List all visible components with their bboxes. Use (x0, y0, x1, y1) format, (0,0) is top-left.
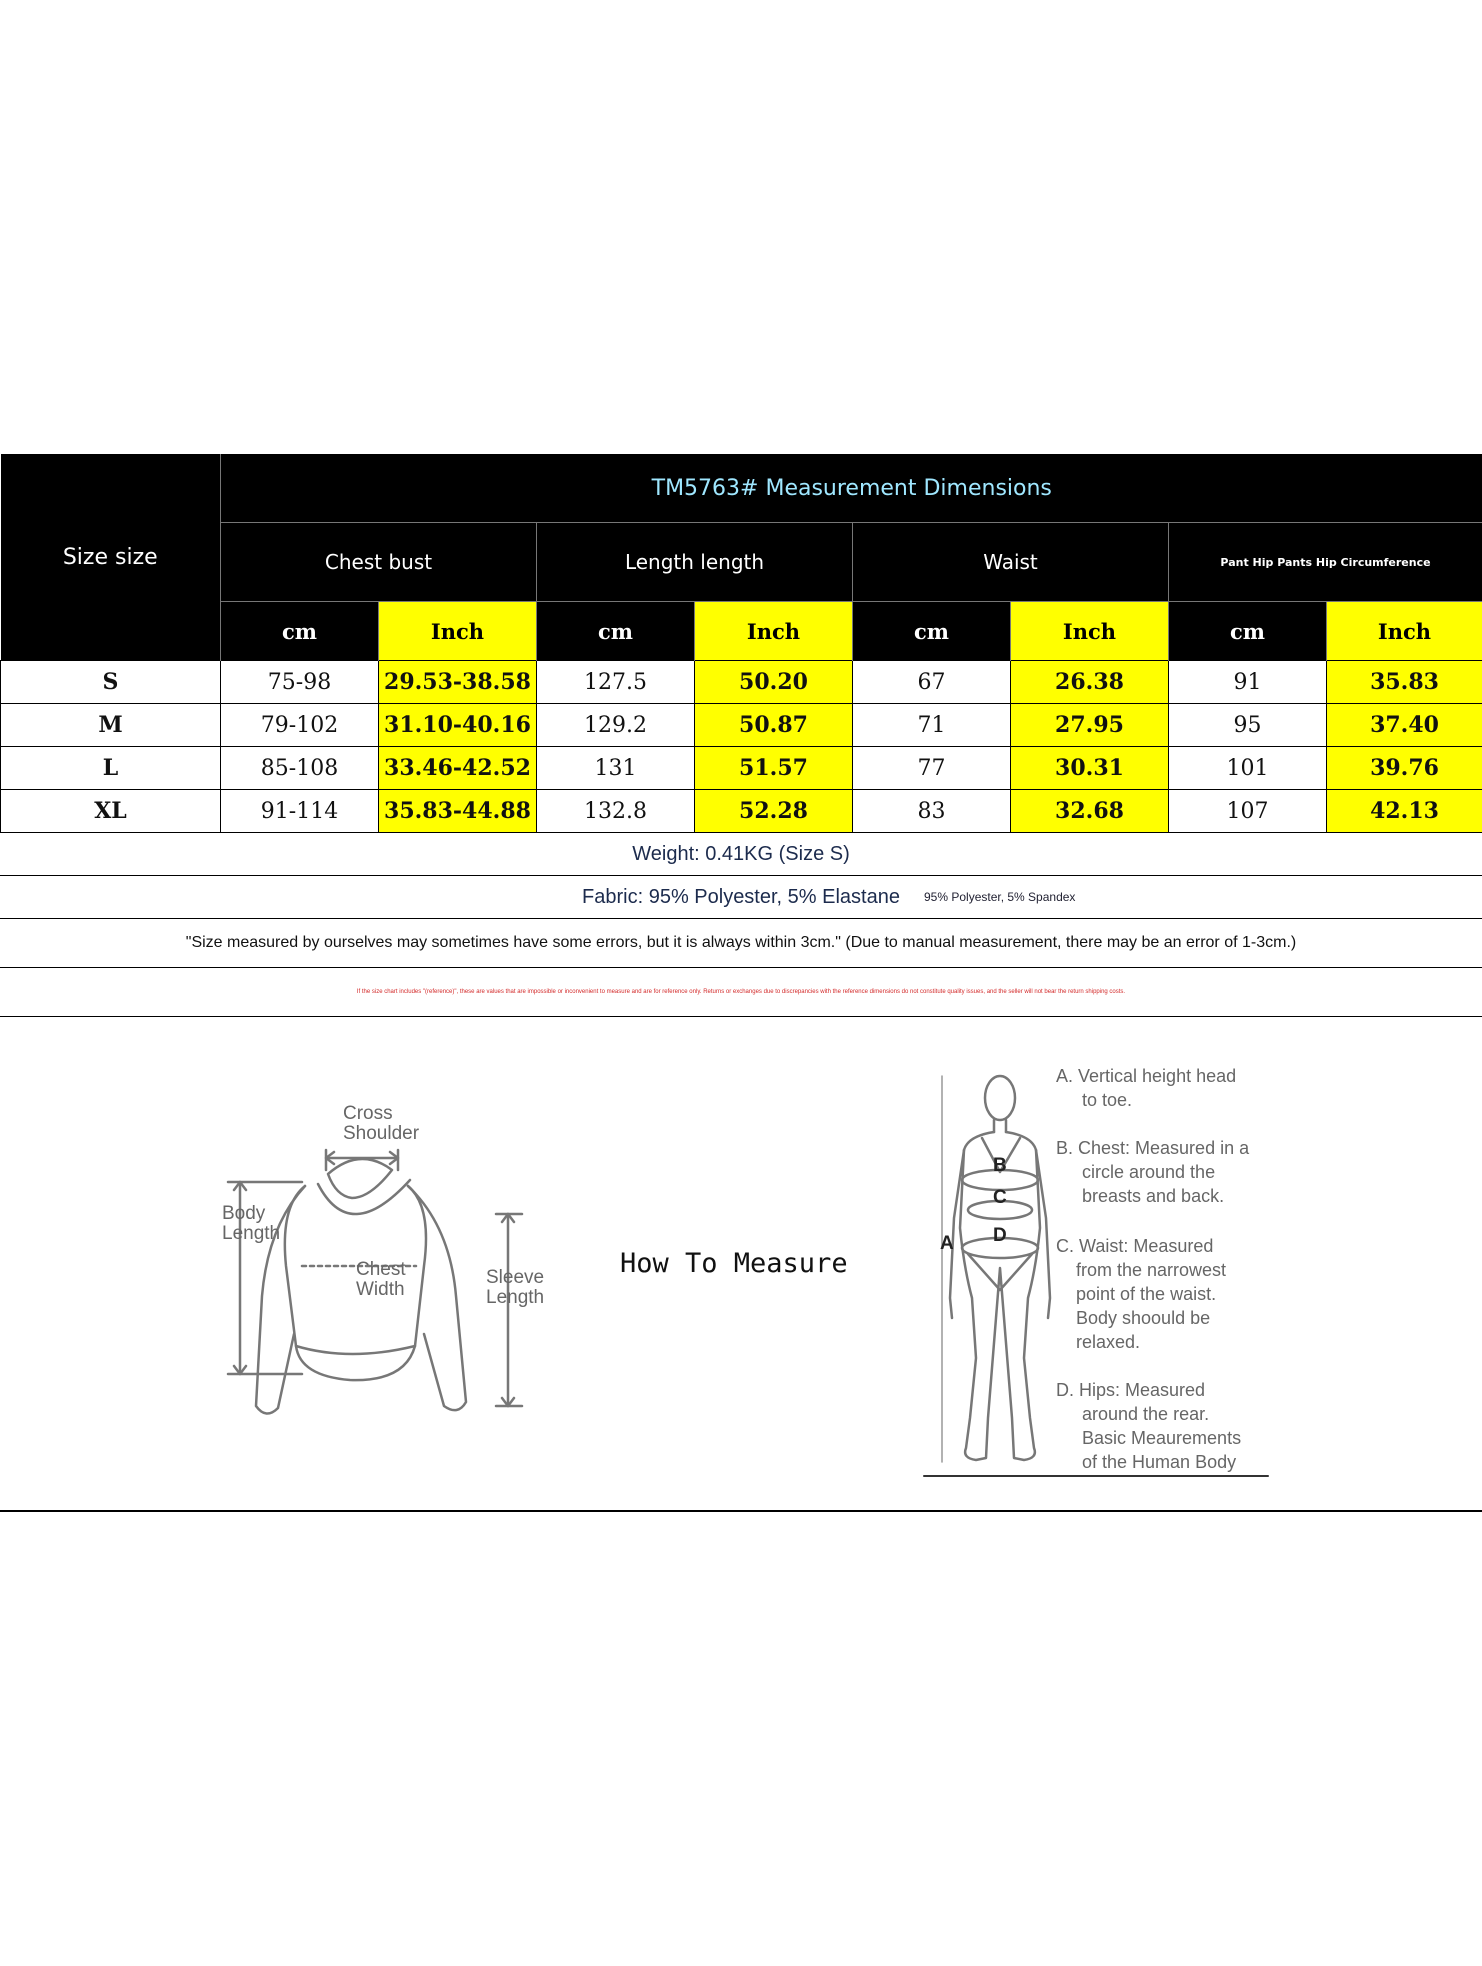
how-to-measure-section (0, 1016, 1482, 1512)
table-cell: 51.57 (695, 747, 853, 790)
table-cell: 91 (1169, 661, 1327, 704)
unit-cm: cm (221, 602, 379, 661)
size-chart (0, 454, 1482, 1017)
table-cell: 33.46-42.52 (379, 747, 537, 790)
table-cell: 50.20 (695, 661, 853, 704)
legend-a: A. Vertical height head to toe. (1056, 1066, 1237, 1110)
table-row (1, 661, 1482, 704)
group-hip: Pant Hip Pants Hip Circumference (1169, 523, 1482, 602)
table-cell: 71 (853, 704, 1011, 747)
unit-cm: cm (537, 602, 695, 661)
table-title: TM5763# Measurement Dimensions (221, 454, 1482, 523)
table-cell: 35.83 (1327, 661, 1482, 704)
table-cell: 35.83-44.88 (379, 790, 537, 833)
fabric-alt-text: 95% Polyester, 5% Spandex (924, 890, 1076, 904)
unit-inch: Inch (1011, 602, 1169, 661)
table-cell: 27.95 (1011, 704, 1169, 747)
chest-width-label: Chest Width (356, 1259, 406, 1300)
table-cell: 32.68 (1011, 790, 1169, 833)
letter-a: A (940, 1233, 954, 1254)
sleeve-length-label: Sleeve Length (486, 1267, 545, 1308)
fine-print: If the size chart includes "(reference)", these are values that are impossible or inconvenient to measure and are for reference only. Returns or exchanges due to discrepancies with the reference dimensions do not constitute quality issues, and the seller will not bear the return shipping costs. (356, 989, 1126, 995)
table-cell: 26.38 (1011, 661, 1169, 704)
table-row (1, 747, 1482, 790)
table-cell: 83 (853, 790, 1011, 833)
fabric-text: Fabric: 95% Polyester, 5% Elastane (582, 885, 900, 908)
fabric-row (0, 876, 1482, 919)
unit-inch: Inch (379, 602, 537, 661)
size-table (0, 454, 1482, 833)
legend-c: C. Waist: Measured from the narrowest point of the waist. Body shoould be relaxed. (1056, 1236, 1227, 1352)
unit-cm: cm (1169, 602, 1327, 661)
legend-b: B. Chest: Measured in a circle around the breasts and back. (1056, 1138, 1250, 1206)
unit-inch: Inch (1327, 602, 1482, 661)
table-cell: 107 (1169, 790, 1327, 833)
table-cell: 95 (1169, 704, 1327, 747)
group-waist: Waist (853, 523, 1169, 602)
cross-shoulder-label: Cross Shoulder (343, 1103, 420, 1144)
letter-b: B (993, 1155, 1007, 1176)
size-cell: XL (1, 790, 221, 833)
table-cell: 52.28 (695, 790, 853, 833)
how-to-measure-title: How To Measure (620, 1248, 848, 1279)
size-header: Size size (1, 454, 221, 661)
table-cell: 91-114 (221, 790, 379, 833)
table-cell: 29.53-38.58 (379, 661, 537, 704)
body-length-label: Body Length (222, 1203, 281, 1244)
table-cell: 127.5 (537, 661, 695, 704)
table-cell: 39.76 (1327, 747, 1482, 790)
group-chest-bust: Chest bust (221, 523, 537, 602)
table-cell: 42.13 (1327, 790, 1482, 833)
letter-c: C (993, 1187, 1007, 1208)
table-cell: 67 (853, 661, 1011, 704)
table-cell: 129.2 (537, 704, 695, 747)
unit-cm: cm (853, 602, 1011, 661)
unit-inch: Inch (695, 602, 853, 661)
letter-d: D (993, 1225, 1007, 1246)
table-cell: 31.10-40.16 (379, 704, 537, 747)
table-cell: 50.87 (695, 704, 853, 747)
table-cell: 132.8 (537, 790, 695, 833)
group-length: Length length (537, 523, 853, 602)
measurement-note-row (0, 919, 1482, 968)
table-cell: 77 (853, 747, 1011, 790)
table-cell: 30.31 (1011, 747, 1169, 790)
table-row (1, 704, 1482, 747)
table-cell: 101 (1169, 747, 1327, 790)
table-row (1, 790, 1482, 833)
size-cell: L (1, 747, 221, 790)
legend-d: D. Hips: Measured around the rear. Basic Meaurements of the Human Body (1056, 1380, 1242, 1472)
table-cell: 75-98 (221, 661, 379, 704)
weight-row (0, 833, 1482, 876)
table-cell: 85-108 (221, 747, 379, 790)
weight-text: Weight: 0.41KG (Size S) (632, 842, 850, 865)
size-cell: M (1, 704, 221, 747)
fine-print-row (0, 968, 1482, 1017)
table-cell: 37.40 (1327, 704, 1482, 747)
table-cell: 79-102 (221, 704, 379, 747)
measurement-note: "Size measured by ourselves may sometimes have some errors, but it is always within 3cm." (Due to manual measurement, there may be an error of 1-3cm.) (185, 934, 1297, 951)
size-cell: S (1, 661, 221, 704)
table-cell: 131 (537, 747, 695, 790)
